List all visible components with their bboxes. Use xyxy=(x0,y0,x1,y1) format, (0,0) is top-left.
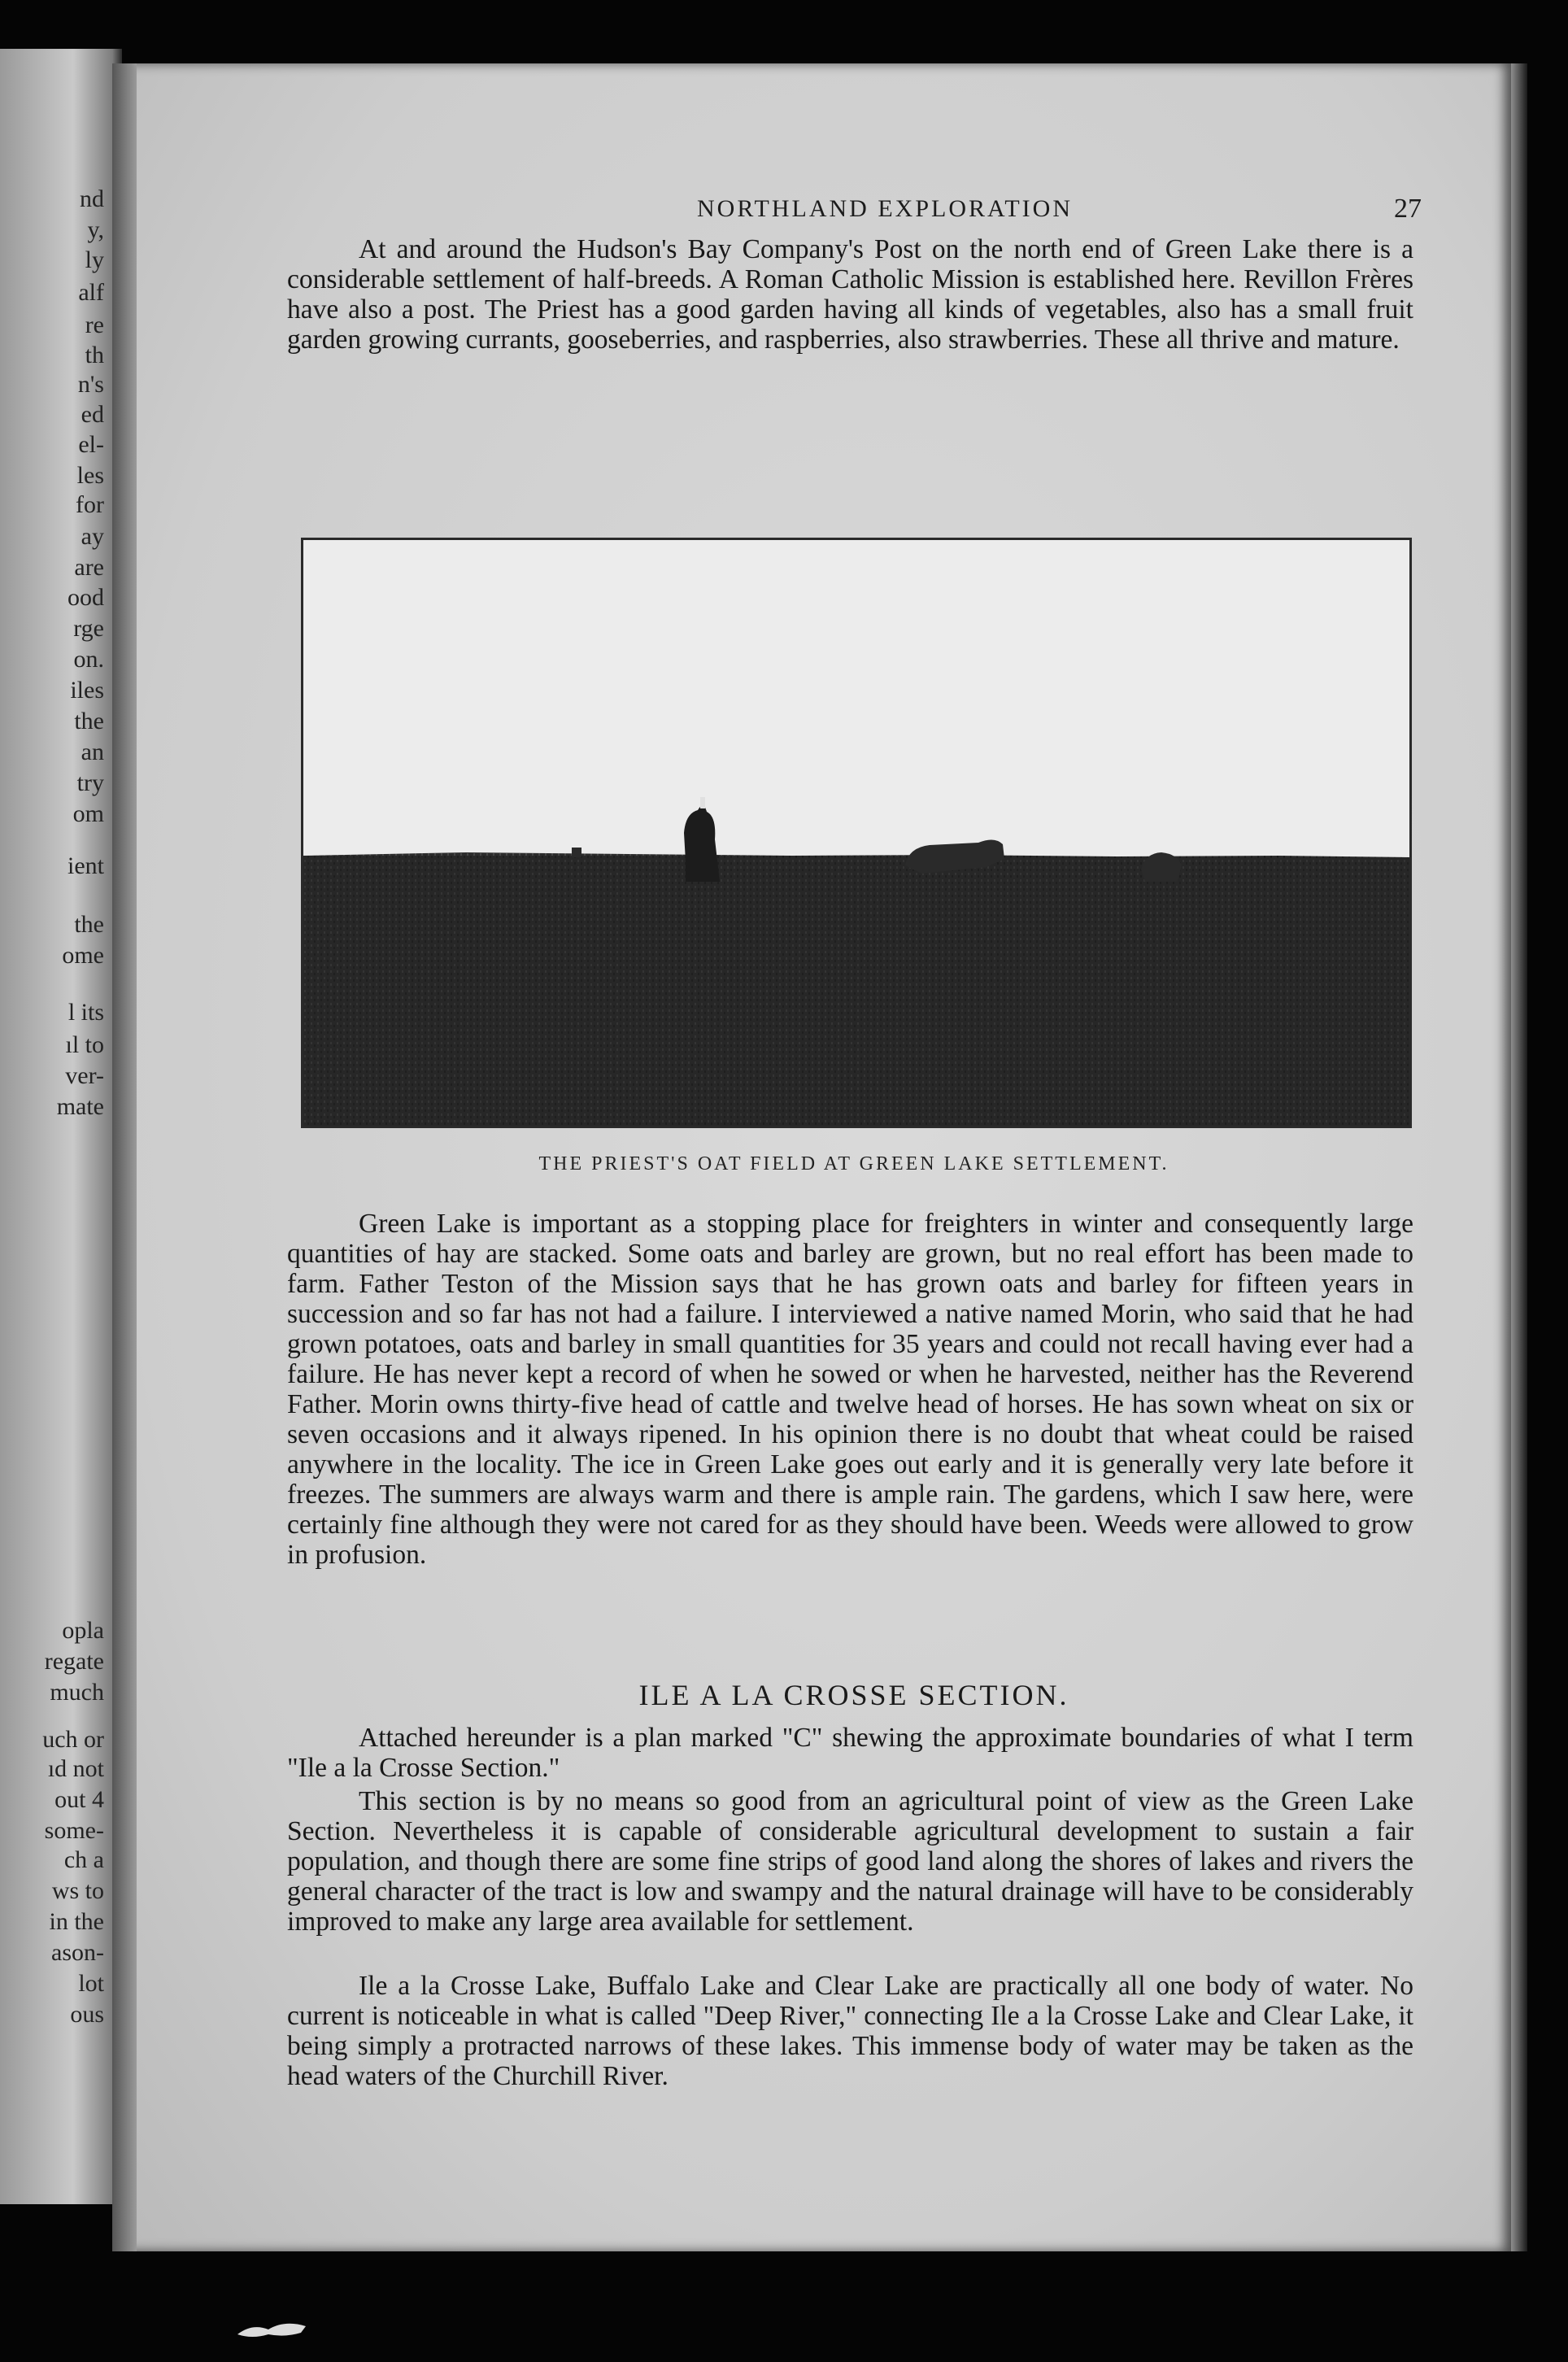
facing-page-text-fragment: el- xyxy=(78,431,104,458)
paragraph-attached-plan: Attached hereunder is a plan marked "C" shewing the approximate boundaries of what I term "Ile a la Crosse Section." xyxy=(287,1723,1413,1783)
section-heading: ILE A LA CROSSE SECTION. xyxy=(638,1679,1069,1711)
facing-page-text-fragment: are xyxy=(74,554,104,581)
facing-page-text-fragment: try xyxy=(76,769,104,796)
scan-artifact-mark xyxy=(236,2316,309,2341)
facing-page-edge xyxy=(0,49,122,2204)
page-header xyxy=(519,195,1422,228)
facing-page-text-fragment: uch or xyxy=(42,1726,104,1753)
facing-page-text-fragment: ıd not xyxy=(47,1755,104,1782)
facing-page-text-fragment: lot xyxy=(78,1970,104,1997)
facing-page-text-fragment: ch a xyxy=(63,1846,104,1873)
facing-page-text-fragment: ood xyxy=(68,584,104,611)
facing-page-text-fragment: th xyxy=(85,342,104,368)
facing-page-text-fragment: mate xyxy=(56,1093,104,1120)
facing-page-text-fragment: ed xyxy=(81,401,104,428)
facing-page-text-fragment: re xyxy=(85,312,104,338)
page-gutter xyxy=(112,63,137,2251)
facing-page-text-fragment: regate xyxy=(44,1648,104,1675)
page-number: 27 xyxy=(1394,194,1422,224)
facing-page-text-fragment: some- xyxy=(44,1817,104,1844)
document-page xyxy=(112,63,1511,2251)
page-right-edge xyxy=(1511,63,1527,2251)
facing-page-text-fragment: ient xyxy=(68,852,104,879)
facing-page-text-fragment: ws to xyxy=(51,1877,104,1904)
running-head: NORTHLAND EXPLORATION xyxy=(696,195,1073,222)
facing-page-text-fragment: on. xyxy=(73,646,104,673)
facing-page-text-fragment: ıl to xyxy=(65,1031,104,1058)
facing-page-text-fragment: om xyxy=(72,800,104,827)
facing-page-text-fragment: an xyxy=(81,739,104,765)
facing-page-text-fragment: opla xyxy=(62,1617,104,1644)
paragraph-green-lake-settlement: At and around the Hudson's Bay Company's Post on the north end of Green Lake there is a considerable settlement of half-breeds. A Roman Catholic Mission is established here. Revillon Frères have also a post. The Priest has a good garden having all kinds of vegetables, also has a small fruit garden growing currants, gooseberries, and raspberries, also strawberries. These all thrive and mature. xyxy=(287,234,1413,355)
facing-page-text-fragment: ly xyxy=(85,246,104,273)
facing-page-text-fragment: in the xyxy=(49,1908,104,1935)
facing-page-text-fragment: l its xyxy=(68,999,104,1026)
facing-page-text-fragment: ver- xyxy=(65,1062,104,1089)
facing-page-text-fragment: y, xyxy=(87,216,104,243)
paragraph-section-description: This section is by no means so good from an agricultural point of view as the Green Lake Section. Nevertheless it is capable of considerable agricultural development to sustain a fair population, and though there are some fine strips of good land along the shores of lakes and rivers the general character of the tract is low and swampy and the natural drainage will have to be considerably improved to make any large area available for settlement. xyxy=(287,1786,1413,1937)
paragraph-lakes: Ile a la Crosse Lake, Buffalo Lake and Clear Lake are practically all one body of water. No current is noticeable in what is called "Deep River," connecting Ile a la Crosse Lake and Clear Lake, it being simply a protracted narrows of these lakes. This immense body of water may be taken as the head waters of the Churchill River. xyxy=(287,1971,1413,2091)
oat-field-photo xyxy=(303,540,1409,1126)
facing-page-text-fragment: ome xyxy=(62,942,104,969)
facing-page-text-fragment: ason- xyxy=(51,1939,104,1966)
facing-page-text-fragment: rge xyxy=(73,615,104,642)
facing-page-text-fragment: les xyxy=(76,462,104,489)
facing-page-text-fragment: the xyxy=(74,911,104,938)
facing-page-text-fragment: the xyxy=(74,708,104,734)
facing-page-text-fragment: iles xyxy=(70,677,104,704)
facing-page-text-fragment: much xyxy=(50,1679,104,1706)
facing-page-text-fragment: for xyxy=(76,491,104,518)
facing-page-text-fragment: ous xyxy=(70,2001,104,2028)
figure-photograph xyxy=(301,538,1412,1128)
facing-page-text-fragment: alf xyxy=(78,279,104,306)
facing-page-text-fragment: out 4 xyxy=(54,1786,104,1813)
facing-page-text-fragment: nd xyxy=(80,185,104,212)
facing-page-text-fragment: ay xyxy=(81,523,104,550)
facing-page-text-fragment: n's xyxy=(77,371,104,398)
paragraph-green-lake-importance: Green Lake is important as a stopping place for freighters in winter and consequently large quantities of hay are stacked. Some oats and barley are grown, but no real effort has been made to farm. Father Teston of the Mission says that he has grown oats and barley for fifteen years in succession and so far has not had a failure. I interviewed a native named Morin, who said that he had grown potatoes, oats and barley in small quantities for 35 years and could not recall having ever had a failure. He has never kept a record of when he sowed or when he harvested, neither has the Reverend Father. Morin owns thirty-five head of cattle and twelve head of horses. He has sown wheat on six or seven occasions and it always ripened. In his opinion there is no doubt that wheat could be raised anywhere in the locality. The ice in Green Lake goes out early and it is generally very late before it freezes. The summers are always warm and there is ample rain. The gardens, which I saw here, were certainly fine although they were not cared for as they should have been. Weeds were allowed to grow in profusion. xyxy=(287,1209,1413,1570)
figure-caption: THE PRIEST'S OAT FIELD AT GREEN LAKE SETTLEMENT. xyxy=(538,1153,1169,1174)
